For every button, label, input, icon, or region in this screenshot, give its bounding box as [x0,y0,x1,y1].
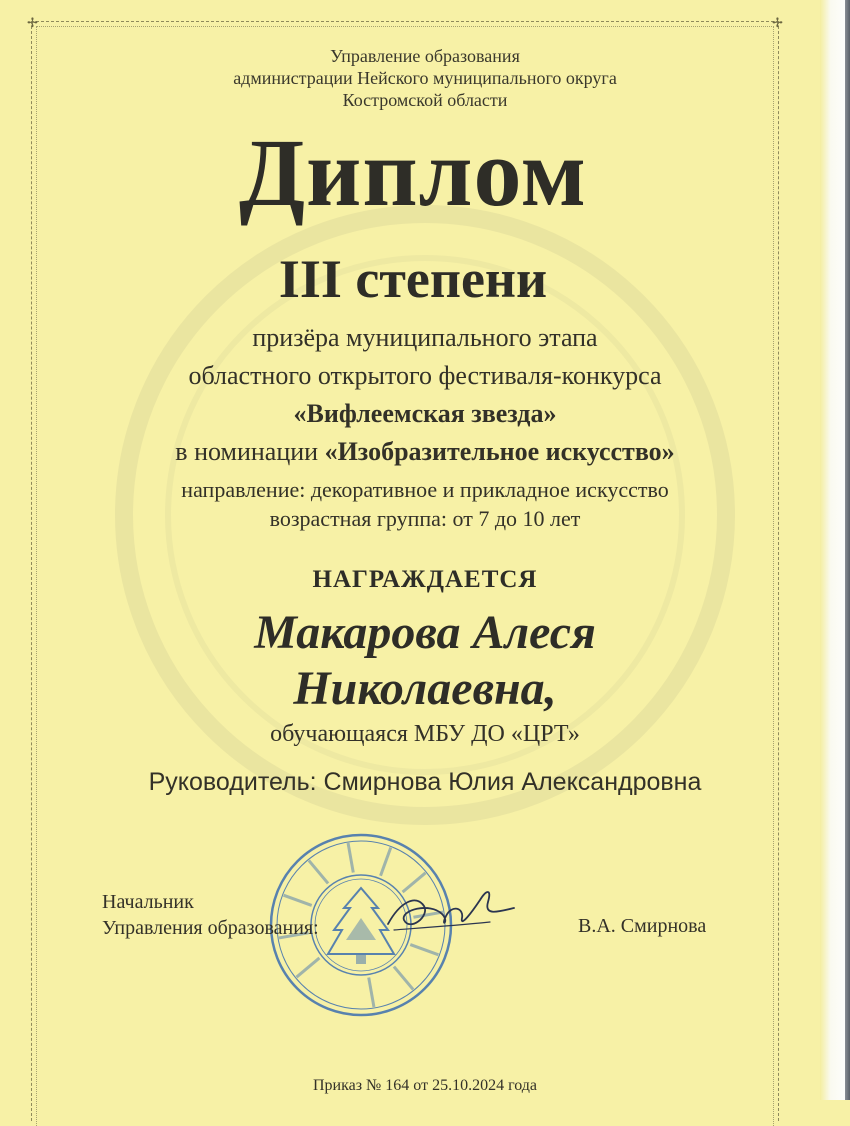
issuer-line: Управление образования [330,46,520,66]
description-line: призёра муниципального этапа [252,323,598,352]
awarded-label: НАГРАЖДАЕТСЯ [312,566,538,593]
issuer-header [0,45,850,111]
supervisor-line: Руководитель: Смирнова Юлия Александровна [148,768,702,796]
signatory-name: В.А. Смирнова [578,915,707,937]
issuer-line: администрации Нейского муниципального округа [233,68,617,88]
signatory-title-line1: Начальник [102,891,194,913]
recipient-name-line1: Макарова Алеся [254,606,596,659]
age-group-line: возрастная группа: от 7 до 10 лет [269,506,581,531]
signatory-title-line2: Управления образования: [102,917,319,939]
festival-name: «Вифлеемская звезда» [293,399,557,428]
nomination-line [0,437,850,467]
scan-edge-shadow [845,0,850,1100]
corner-ornament-icon: ✢ [27,15,38,30]
diploma-degree: III степени [278,249,548,309]
handwritten-signature [380,872,520,942]
issuer-line: Костромской области [342,90,508,110]
diploma-title: Диплом [238,119,588,226]
recipient-name-line2: Николаевна, [293,662,557,715]
recipient-affiliation: обучающаяся МБУ ДО «ЦРТ» [270,721,580,747]
corner-ornament-icon: ✢ [772,15,783,30]
description-line: областного открытого фестиваля-конкурса [188,361,662,390]
order-reference: Приказ № 164 от 25.10.2024 года [312,1077,538,1094]
direction-line: направление: декоративное и прикладное искусство [181,477,669,502]
nomination-name: «Изобразительное искусство» [324,437,675,466]
nomination-prefix: в номинации [175,437,325,466]
